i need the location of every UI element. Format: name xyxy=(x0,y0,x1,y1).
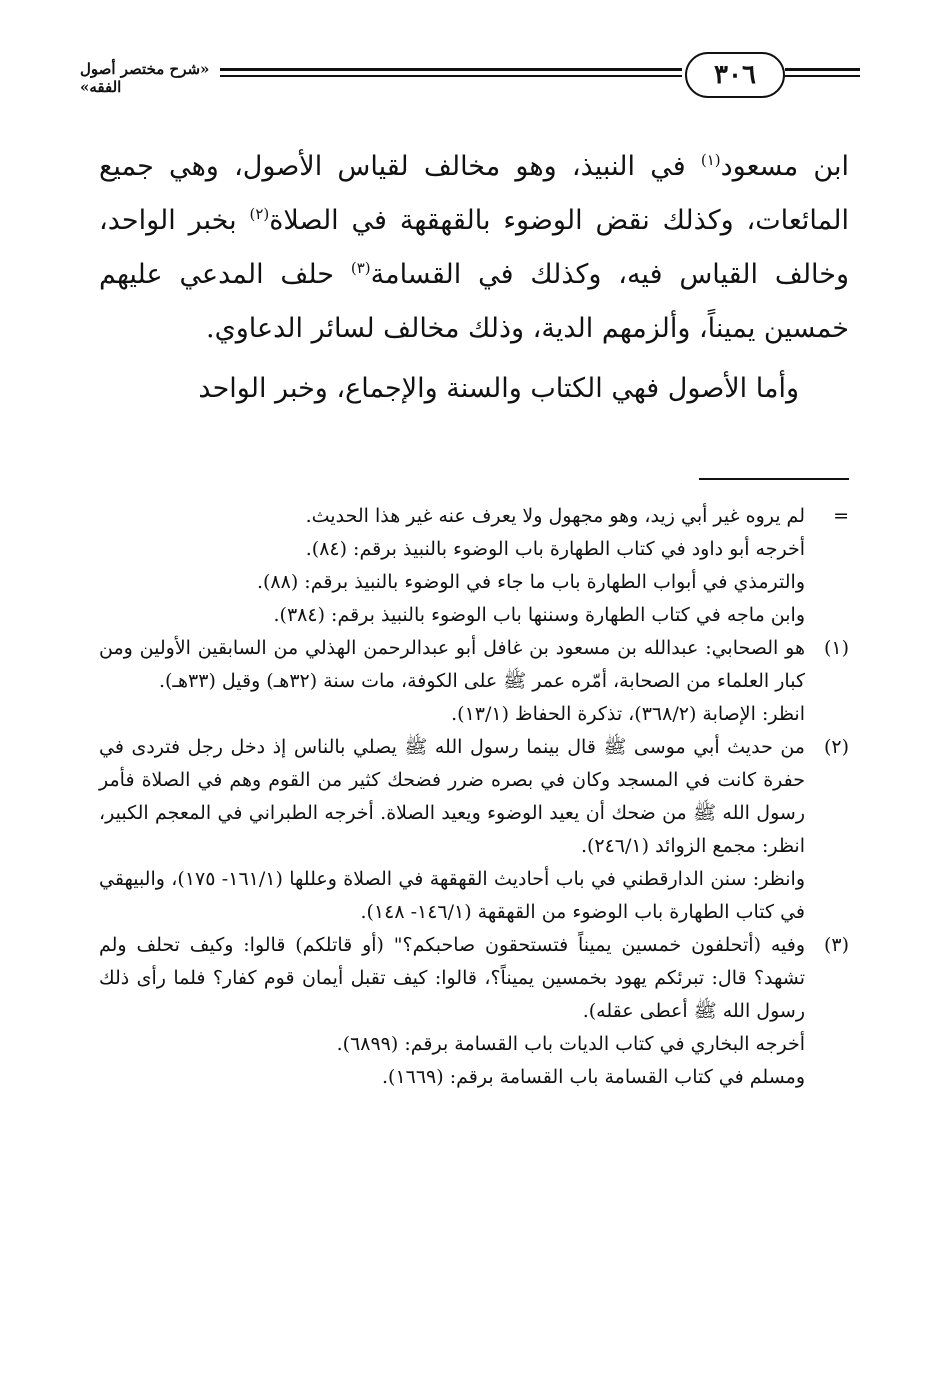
footnote-ref-3: (٣) xyxy=(350,259,371,277)
footnote-body xyxy=(99,731,805,929)
p1-part-c: بخبر الواحد، وخالف القياس فيه، وكذلك في القسامة xyxy=(99,205,850,290)
page-header xyxy=(80,52,860,102)
footnotes xyxy=(99,500,849,1094)
footnote-line: لم يروه غير أبي زيد، وهو مجهول ولا يعرف عنه غير هذا الحديث. xyxy=(305,505,805,527)
header-rule-left xyxy=(220,68,682,71)
page-number: ٣٠٦ xyxy=(685,52,785,98)
footnote-body xyxy=(99,632,805,731)
header-rule-right xyxy=(785,68,860,71)
continuation-mark: = xyxy=(833,505,849,527)
footnote-number: (١) xyxy=(823,637,849,659)
p1-part-d: حلف المدعي عليهم خمسين يميناً، وألزمهم الدية، وذلك مخالف لسائر الدعاوي. xyxy=(99,259,849,344)
footnote-line: ومسلم في كتاب القسامة باب القسامة برقم: (١٦٦٩). xyxy=(381,1066,805,1088)
footnote-body xyxy=(99,500,805,632)
footnote-line: والترمذي في أبواب الطهارة باب ما جاء في الوضوء بالنبيذ برقم: (٨٨). xyxy=(256,571,805,593)
footnote-ref-1: (١) xyxy=(700,151,721,169)
footnote-line: وانظر: سنن الدارقطني في باب أحاديث القهقهة في الصلاة وعللها (١٦١/١- ١٧٥)، والبيهقي في كتاب الطهارة باب الوضوء من القهقهة (١٤٦/١- ١٤٨). xyxy=(99,868,806,923)
paragraph-2: وأما الأصول فهي الكتاب والسنة والإجماع، وخبر الواحد xyxy=(198,373,799,404)
footnote-line: من حديث أبي موسى ﷺ قال بينما رسول الله ﷺ يصلي بالناس إذ دخل رجل فتردى في حفرة كانت في المسجد وكان في بصره ضرر فضحك كثير من القوم وهم في الصلاة فأمر رسول الله ﷺ من ضحك أن يعيد الوضوء ويعيد الصلاة. أخرجه الطبراني في المعجم الكبير، انظر: مجمع الزوائد (٢٤٦/١). xyxy=(99,736,805,857)
footnote-line: أخرجه البخاري في كتاب الديات باب القسامة برقم: (٦٨٩٩). xyxy=(336,1033,805,1055)
footnote-3 xyxy=(99,929,849,1094)
footnote-separator xyxy=(699,478,849,480)
footnote-2 xyxy=(99,731,849,929)
footnote-number: (٢) xyxy=(823,736,849,758)
footnote-line: هو الصحابي: عبدالله بن مسعود بن غافل أبو عبدالرحمن الهذلي من السابقين الأولين ومن كبار العلماء من الصحابة، أمّره عمر ﷺ على الكوفة، مات سنة (٣٢هـ) وقيل (٣٣هـ). xyxy=(99,637,805,692)
footnote-line: وفيه (أتحلفون خمسين يميناً فتستحقون صاحبكم؟" (أو قاتلكم) قالوا: وكيف تحلف ولم تشهد؟ قال: تبرئكم يهود بخمسين يميناً؟، قالوا: كيف تقبل أيمان قوم كفار؟ فلما رأى ذلك رسول الله ﷺ أعطى عقله). xyxy=(99,934,805,1022)
book-title: «شرح مختصر أصول الفقه» xyxy=(80,60,210,96)
footnote-ref-2: (٢) xyxy=(249,205,270,223)
main-text xyxy=(99,140,849,416)
header-rule-right-thin xyxy=(785,75,860,77)
footnote-line: وابن ماجه في كتاب الطهارة وسننها باب الوضوء بالنبيذ برقم: (٣٨٤). xyxy=(273,604,805,626)
footnote-number: (٣) xyxy=(823,934,849,956)
footnote-line: أخرجه أبو داود في كتاب الطهارة باب الوضوء بالنبيذ برقم: (٨٤). xyxy=(305,538,805,560)
p1-part-b: في النبيذ، وهو مخالف لقياس الأصول، وهي جميع المائعات، وكذلك نقض الوضوء بالقهقهة في الصلاة xyxy=(99,151,849,236)
footnote-1 xyxy=(99,632,849,731)
header-rule-left-thin xyxy=(220,75,682,77)
footnote-line: انظر: الإصابة (٣٦٨/٢)، تذكرة الحفاظ (١٣/١). xyxy=(451,703,805,725)
footnote-continuation xyxy=(99,500,849,632)
footnote-body xyxy=(99,929,805,1094)
paragraph-1 xyxy=(99,140,849,356)
p1-part-a: ابن مسعود xyxy=(720,151,849,182)
